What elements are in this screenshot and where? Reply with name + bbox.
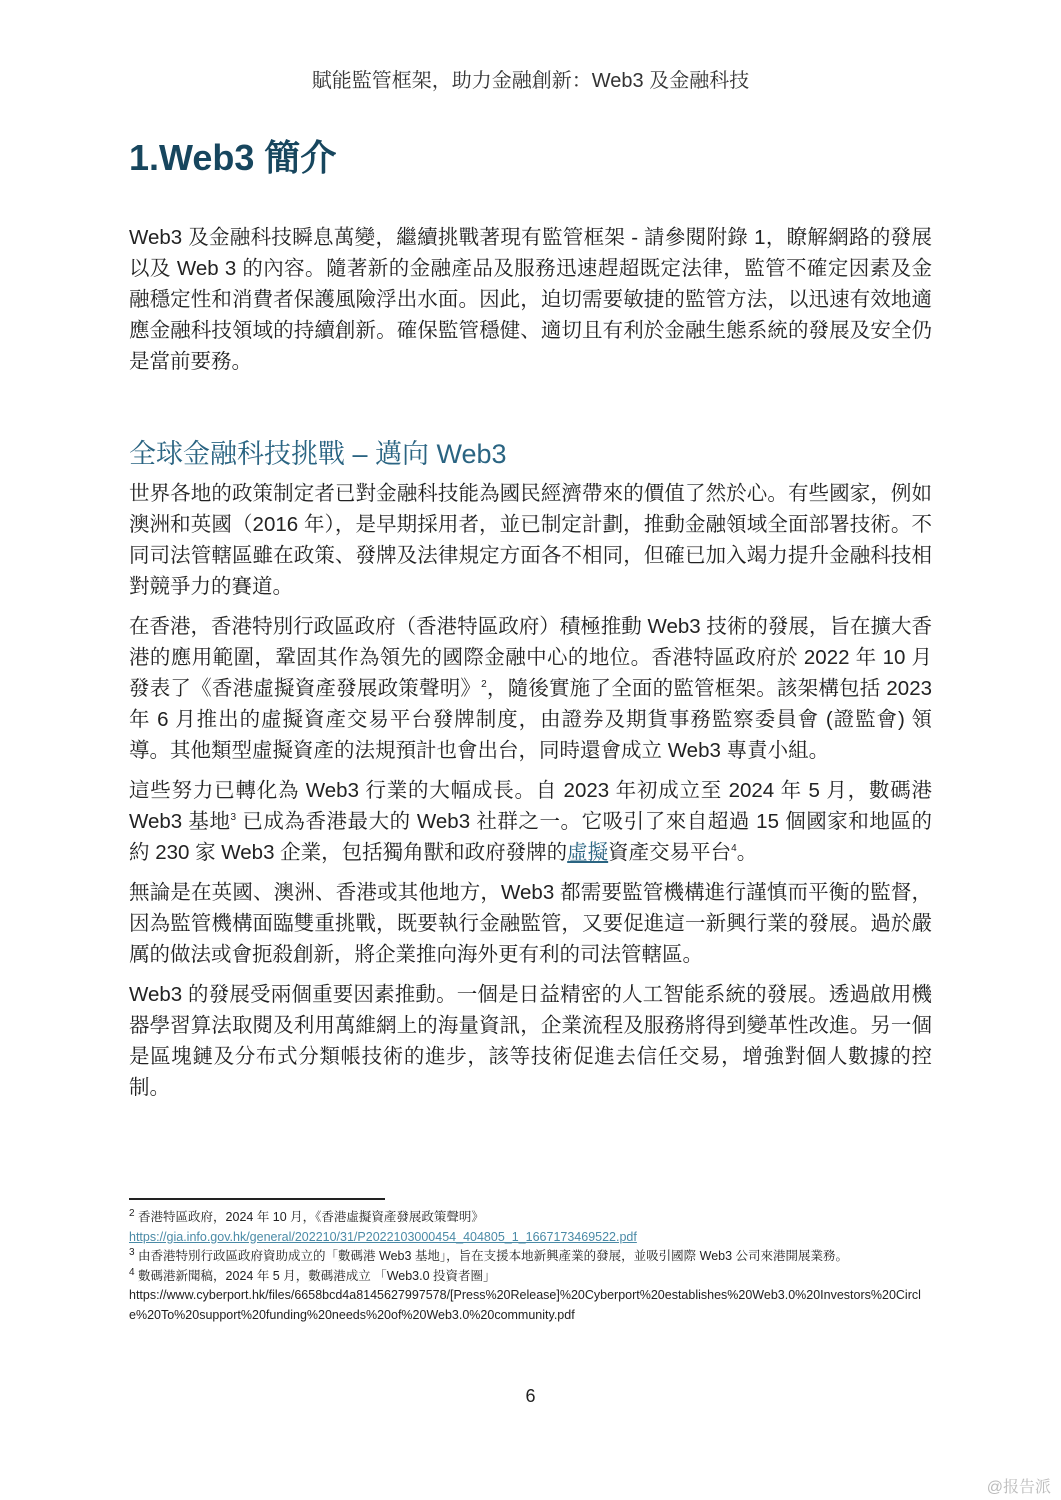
paragraph-3: [129, 775, 932, 868]
footnote-ref-3[interactable]: 3: [230, 812, 237, 824]
watermark: @报告派: [986, 1479, 1051, 1496]
text: 在香港，香港特別行政區政府（香港特區政府）積極推動 Web3 技術的發展，旨在擴大香港的應用範圍，鞏固其作為領先的國際金融中心的地位。香港特區政府於 2022 年 10 月發表了《香港虛擬資產發展政策聲明》: [129, 615, 932, 700]
body-text: [129, 478, 932, 1112]
footnote-text: 由香港特別行政區政府資助成立的「數碼港 Web3 基地」，旨在支援本地新興產業的發展，並吸引國際 Web3 公司來港開展業務。: [138, 1249, 849, 1263]
footnote-3: [129, 1247, 934, 1267]
footnote-link[interactable]: https://gia.info.gov.hk/general/202210/31/P2022103000454_404805_1_1667173469522.pdf: [129, 1229, 637, 1244]
page-number: 6: [525, 1386, 536, 1406]
inline-link[interactable]: 虛擬: [567, 841, 609, 864]
footnote-2: [129, 1208, 934, 1228]
footnotes: [129, 1208, 934, 1325]
text: 這些努力已轉化為 Web3 行業的大幅成長。自 2023 年初成立至 2024 年 5 月，數碼港 Web3 基地: [129, 779, 932, 833]
section-title: 1.Web3 簡介: [129, 137, 337, 178]
footnote-ref-4[interactable]: 4: [731, 843, 737, 855]
footnote-text: 香港特區政府，2024 年 10 月，《香港虛擬資產發展政策聲明》: [138, 1210, 484, 1224]
intro-paragraph: Web3 及金融科技瞬息萬變，繼續挑戰著現有監管框架 - 請參閱附錄 1，瞭解網路的發展以及 Web 3 的內容。隨著新的金融產品及服務迅速趕超既定法律，監管不確定因素及金融穩定性和消費者保護風險浮出水面。因此，迫切需要敏捷的監管方法，以迅速有效地適應金融科技領域的持續創新。確保監管穩健、適切且有利於金融生態系統的發展及安全仍是當前要務。: [129, 226, 932, 373]
footnote-divider: [129, 1198, 385, 1200]
text: 已成為香港最大的 Web3 社群之一。它吸引了來自超過 15 個國家和地區的約 230 家 Web3 企業，包括獨角獸和政府發牌的: [129, 810, 932, 864]
footnote-ref-2[interactable]: 2: [481, 679, 487, 691]
text: ，隨後實施了全面的監管框架。該架構包括 2023 年 6 月推出的虛擬資產交易平台發牌制度，由證券及期貨事務監察委員會 (證監會) 領導。其他類型虛擬資產的法規預計也會出台，同時還會成立 Web3 專責小組。: [129, 677, 932, 762]
subsection-title: 全球金融科技挑戰 – 邁向 Web3: [129, 439, 507, 469]
footnote-url: https://www.cyberport.hk/files/6658bcd4a8145627997578/[Press%20Release]%20Cyberport%20establishes%20Web3.0%20Investors%20Circle%20To%20support%20funding%20needs%20of%20Web3.0%20community.pdf: [129, 1288, 921, 1322]
footnote-number: 4: [129, 1266, 135, 1278]
footnote-number: 2: [129, 1207, 135, 1219]
footnote-text: 數碼港新聞稿，2024 年 5 月，數碼港成立 「Web3.0 投資者圈」: [138, 1268, 496, 1283]
paragraph-1: 世界各地的政策制定者已對金融科技能為國民經濟帶來的價值了然於心。有些國家，例如澳洲和英國（2016 年），是早期採用者，並已制定計劃，推動金融領域全面部署技術。不同司法管轄區雖在政策、發牌及法律規定方面各不相同，但確已加入竭力提升金融科技相對競爭力的賽道。: [129, 482, 932, 598]
paragraph-2: [129, 611, 932, 766]
paragraph-5: Web3 的發展受兩個重要因素推動。一個是日益精密的人工智能系統的發展。透過啟用機器學習算法取閱及利用萬維網上的海量資訊，企業流程及服務將得到變革性改進。另一個是區塊鏈及分布式分類帳技術的進步，該等技術促進去信任交易，增強對個人數據的控制。: [129, 983, 932, 1099]
paragraph-4: 無論是在英國、澳洲、香港或其他地方，Web3 都需要監管機構進行謹慎而平衡的監督，因為監管機構面臨雙重挑戰，既要執行金融監管，又要促進這一新興行業的發展。過於嚴厲的做法或會扼殺創新，將企業推向海外更有利的司法管轄區。: [129, 881, 932, 966]
footnote-number: 3: [129, 1246, 135, 1258]
text: 資產交易平台: [608, 841, 732, 864]
text: 。: [736, 841, 758, 864]
running-header: 賦能監管框架，助力金融創新：Web3 及金融科技: [311, 70, 750, 92]
footnote-4: [129, 1267, 934, 1287]
